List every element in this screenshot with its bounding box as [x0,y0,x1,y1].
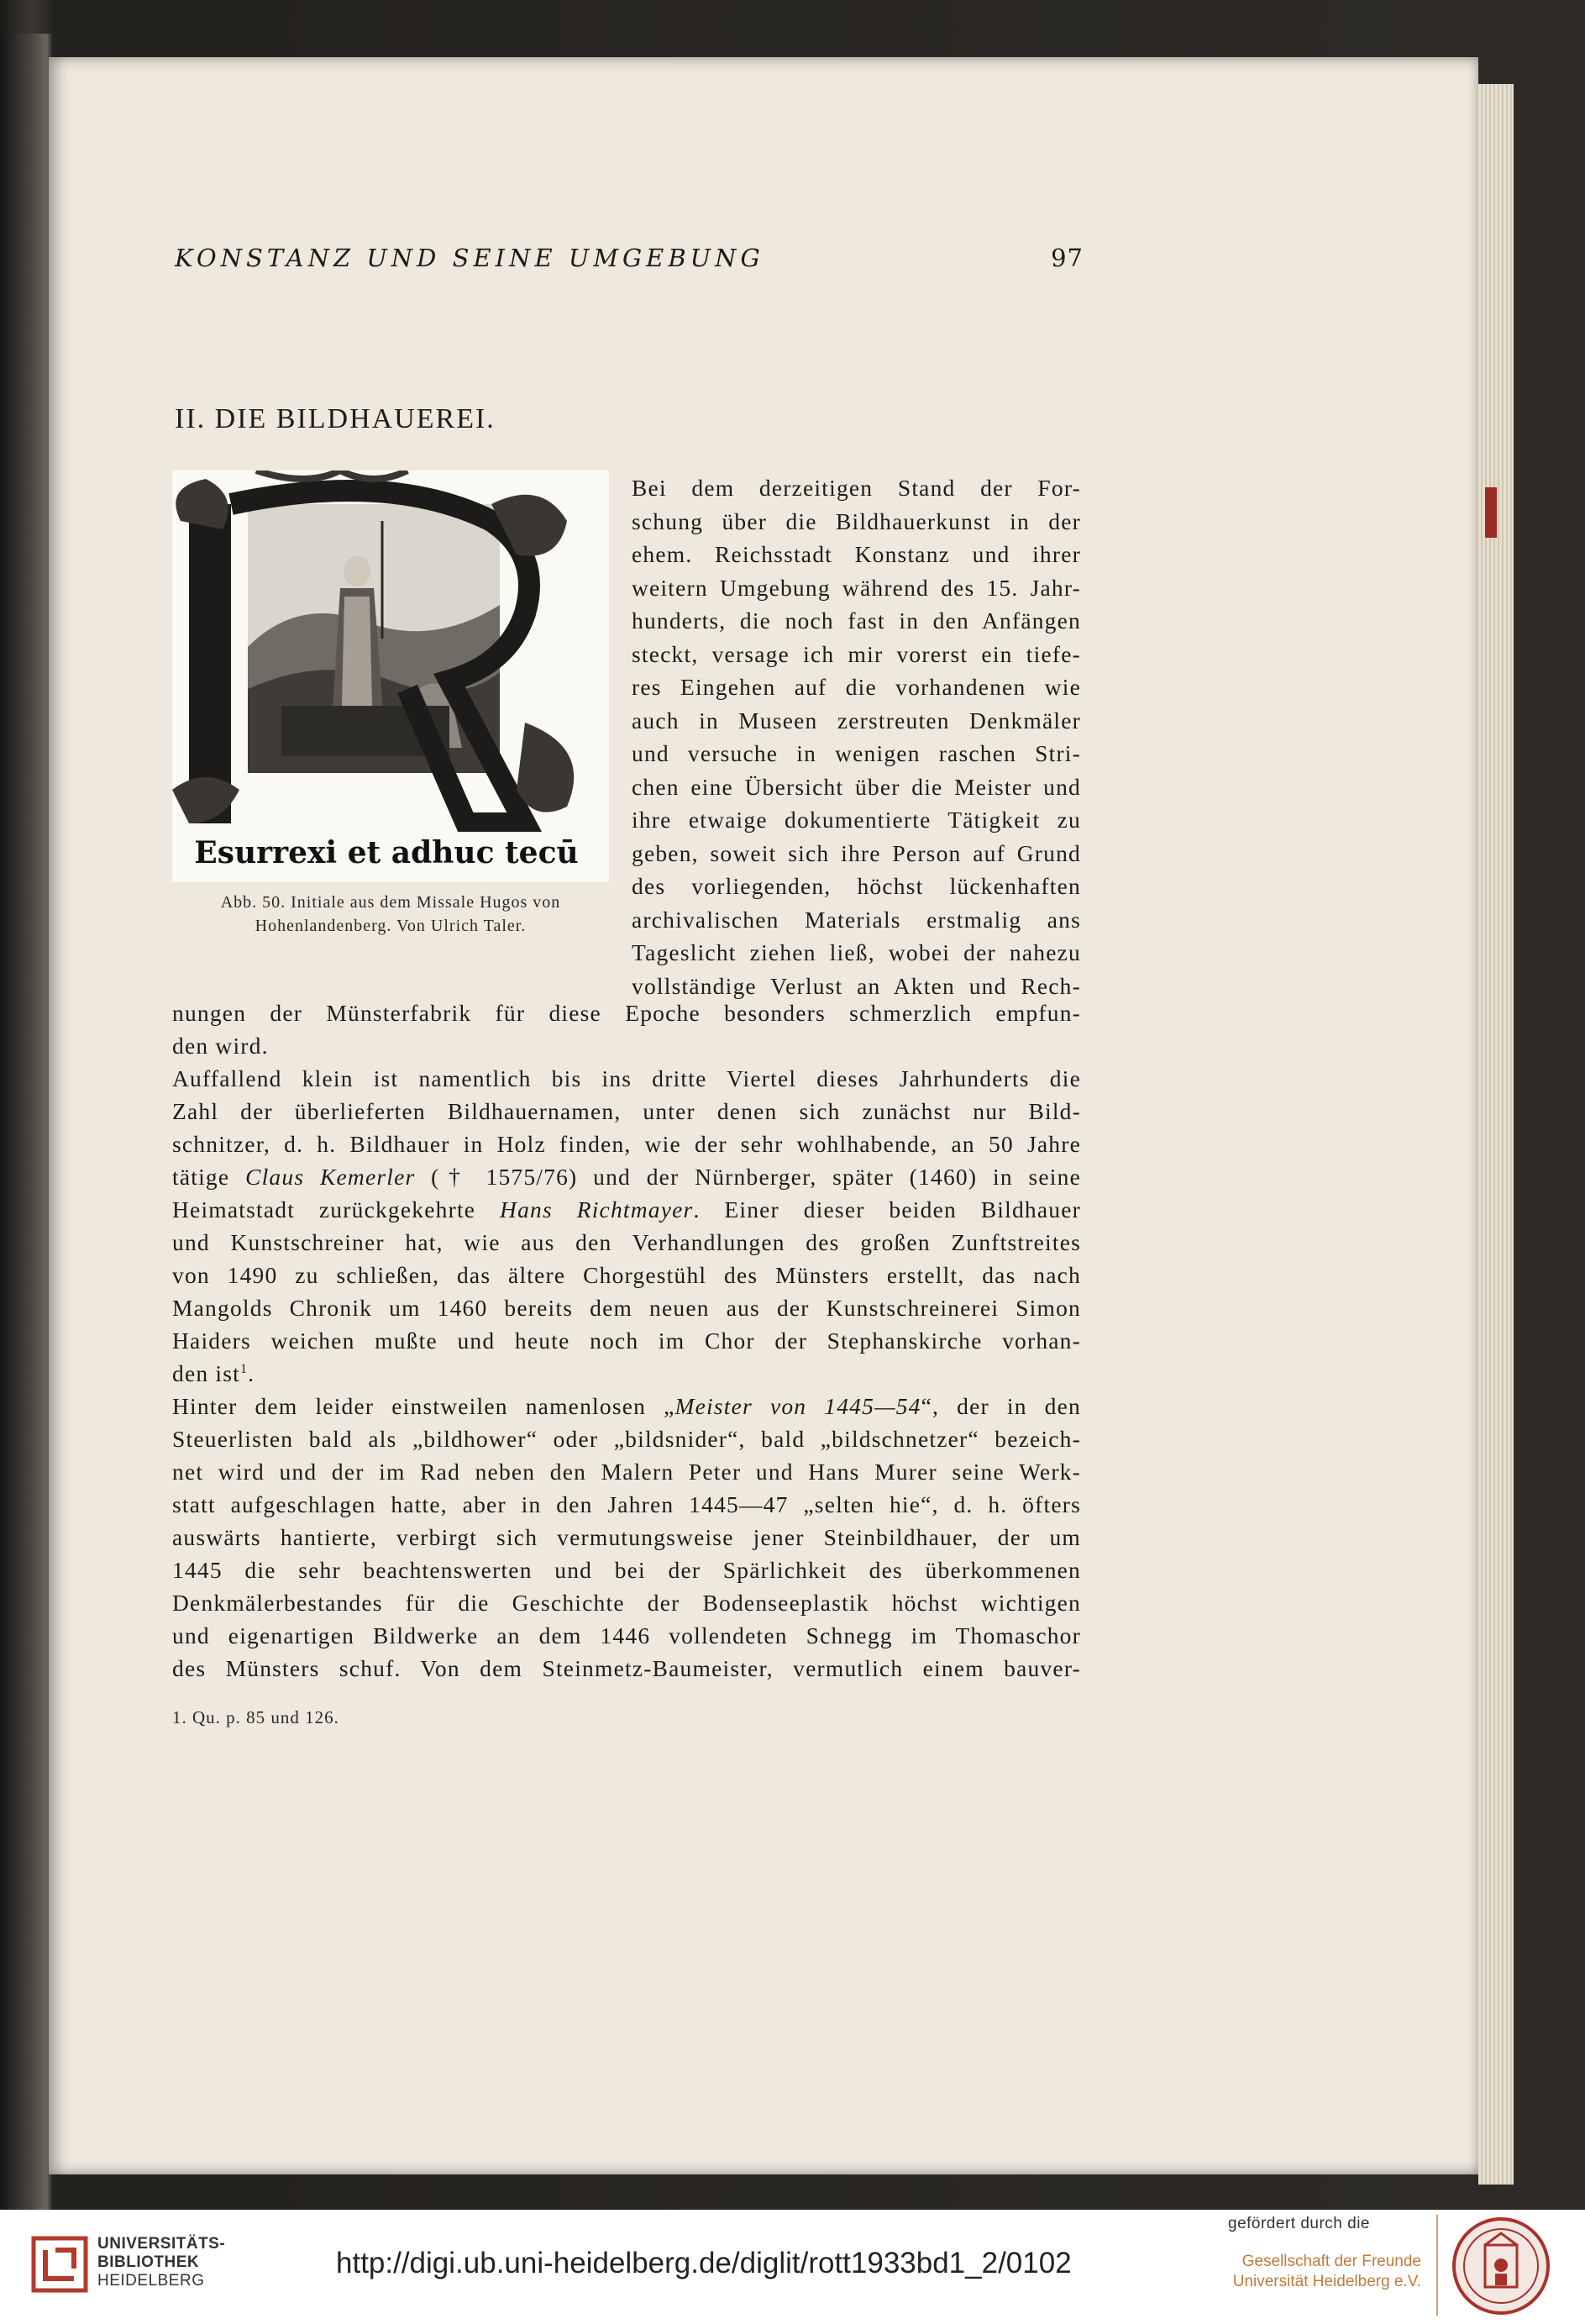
library-name-line: BIBLIOTHEK [97,2253,200,2271]
body-line [172,1196,1081,1223]
text-span: Hinter dem leider einstweilen namenlosen „ [172,1393,675,1419]
body-line: schung über die Bildhauerkunst in der [632,507,1081,534]
text-span: tätige [172,1164,246,1190]
body-line: des vorliegenden, höchst lückenhaften [632,873,1081,899]
body-line: und eigenartigen Bildwerke an dem 1446 vollendeten Schnegg im Thomaschor [172,1622,1081,1648]
artist-name-richtmayer: Hans Richtmayer [500,1196,694,1222]
illuminated-initial-r [172,471,609,882]
body-line: chen eine Übersicht über die Meister und [632,773,1081,800]
body-line: von 1490 zu schließen, das ältere Chorgestühl des Münsters erstellt, das nach [172,1262,1081,1288]
text-span: Heimatstadt zurückgekehrte [172,1196,501,1222]
text-span: († 1575/76) und der Nürnberger, später (1460) in seine [415,1164,1082,1190]
text-span: . Einer dieser beiden Bildhauer [693,1196,1081,1222]
library-name-line: HEIDELBERG [97,2272,205,2290]
body-line: des Münsters schuf. Von dem Steinmetz-Baumeister, vermutlich einem bauver- [172,1655,1081,1681]
sponsor-name [1226,2252,1421,2292]
running-head [175,244,1084,277]
body-line: Bei dem derzeitigen Stand der For- [632,475,1081,501]
body-line: schnitzer, d. h. Bildhauer in Holz finden, wie der sehr wohlhabende, an 50 Jahre [172,1131,1081,1157]
page-number: 97 [1051,244,1084,272]
body-line: res Eingehen auf die vorhandenen wie [632,674,1081,700]
body-line [172,1360,255,1387]
text-span: . [248,1360,255,1386]
body-line: geben, soweit sich ihre Person auf Grund [632,839,1081,866]
body-line [172,1393,1081,1420]
footnote: 1. Qu. p. 85 und 126. [172,1707,339,1727]
body-line: auch in Museen zerstreuten Denkmäler [632,707,1081,733]
body-line: net wird und der im Rad neben den Malern Peter und Hans Murer seine Werk- [172,1459,1081,1485]
body-line: statt aufgeschlagen hatte, aber in den Jahren 1445—47 „selten hie“, d. h. öfters [172,1491,1081,1517]
body-line: Tageslicht ziehen ließ, wobei der nahezu [632,939,1081,965]
running-title: KONSTANZ UND SEINE UMGEBUNG [175,244,764,272]
university-seal-icon [1451,2216,1551,2316]
body-line: weitern Umgebung während des 15. Jahr- [632,574,1081,601]
library-name [97,2235,225,2290]
body-line [172,1164,1081,1191]
body-line: Auffallend klein ist namentlich bis ins dritte Viertel dieses Jahrhunderts die [172,1065,1081,1091]
library-logo-icon [30,2235,89,2294]
artist-name-meister: Meister von 1445—54 [674,1393,921,1419]
permalink-url[interactable]: http://digi.ub.uni-heidelberg.de/diglit/rott1933bd1_2/0102 [336,2247,1072,2279]
body-line: nungen der Münsterfabrik für diese Epoche besonders schmerzlich empfun- [172,1000,1081,1026]
library-name-line: UNIVERSITÄTS- [97,2235,226,2253]
body-line: archivalischen Materials erstmalig ans [632,906,1081,933]
text-span: “, der in den [921,1393,1081,1419]
footnote-ref: 1 [239,1361,249,1376]
body-line: steckt, versage ich mir vorerst ein tiefe- [632,640,1081,667]
artist-name-kemerler: Claus Kemerler [245,1164,416,1190]
body-line: hunderts, die noch fast in den Anfängen [632,607,1081,634]
section-heading: II. DIE BILDHAUEREI. [175,403,496,434]
initial-inscription: Esurrexi et adhuc tecū [194,835,579,870]
sponsor-name-line: Universität Heidelberg e.V. [1232,2273,1421,2290]
figure-caption-line: Hohenlandenberg. Von Ulrich Taler. [255,917,527,935]
body-line: Steuerlisten bald als „bildhower“ oder „bildsnider“, bald „bildschnetzer“ bezeich- [172,1426,1081,1452]
body-line: 1445 die sehr beachtenswerten und bei der Spärlichkeit des überkommenen [172,1557,1081,1583]
page-stack-edge [1478,84,1514,2185]
initial-illustration [172,471,609,882]
body-line: den wird. [172,1033,269,1059]
sponsor-label: gefördert durch die [1228,2215,1370,2232]
body-line: vollständige Verlust an Akten und Rech- [632,972,1081,999]
body-line: Denkmälerbestandes für die Geschichte der Bodenseeplastik höchst wichtigen [172,1590,1081,1616]
body-line: Zahl der überlieferten Bildhauernamen, unter denen sich zunächst nur Bild- [172,1098,1081,1124]
body-line: auswärts hantierte, verbirgt sich vermutungsweise jener Steinbildhauer, der um [172,1524,1081,1550]
figure-caption [172,891,609,938]
sponsor-divider [1436,2215,1438,2316]
body-line: ehem. Reichsstadt Konstanz und ihrer [632,541,1081,567]
body-line: Haiders weichen mußte und heute noch im Chor der Stephanskirche vorhan- [172,1328,1081,1354]
left-page-edge [0,34,52,2210]
body-line: ihre etwaige dokumentierte Tätigkeit zu [632,807,1081,833]
figure-caption-line: Abb. 50. Initiale aus dem Missale Hugos von [220,893,561,912]
body-line: Mangolds Chronik um 1460 bereits dem neuen aus der Kunstschreinerei Simon [172,1295,1081,1321]
sponsor-name-line: Gesellschaft der Freunde [1241,2253,1421,2270]
body-line: und versuche in wenigen raschen Stri- [632,740,1081,766]
body-line: und Kunstschreiner hat, wie aus den Verhandlungen des großen Zunftstreites [172,1229,1081,1255]
color-reference-strip [1485,487,1497,538]
text-span: den ist [172,1360,240,1386]
